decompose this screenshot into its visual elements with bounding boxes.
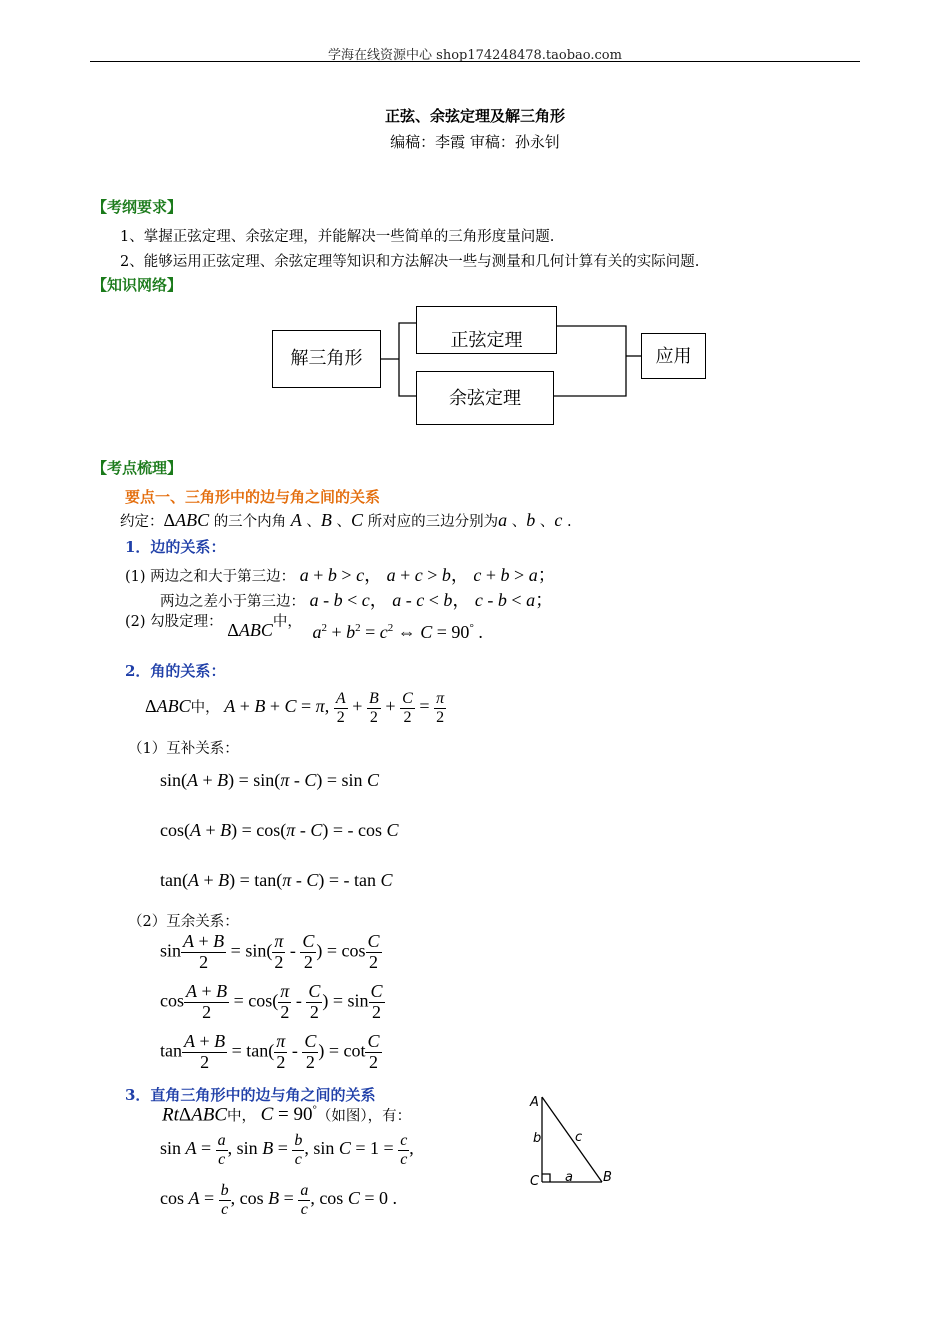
formula-right-sin: sin A = $\frac{a}{c}$ , sin B = $\frac{b}{c}$ , sin C = 1 = $\frac{c}{c}$ , (160, 1132, 414, 1168)
sub-angle-relation: 2．角的关系： (125, 662, 226, 680)
side-a-label: a (565, 1170, 573, 1185)
side-sum-line: (1) 两边之和大于第三边： a + b > c， a + c > b， c + b > a； (125, 565, 556, 585)
right-triangle-line: RtΔABC中， C = 90°（如图），有： (162, 1104, 412, 1126)
formula-tan-sum: tan(A + B) = tan(π - C) = - tan C (160, 870, 393, 890)
convention-line: 约定：ΔABC 的三个内角 A 、B 、C 所对应的三边分别为a 、b 、c . (120, 510, 572, 530)
requirement-2: 2、能够运用正弦定理、余弦定理等知识和方法解决一些与测量和几何计算有关的实际问题. (120, 254, 700, 270)
page-header: 学海在线资源中心 shop174248478.taobao.com (328, 48, 622, 63)
angle-sum-line: ΔABC中， A + B + C = π, $\frac{A}{2}$ + $\frac{B}{2}$ + $\frac{C}{2}$ = $\frac{\pi}{2}$ (145, 690, 445, 726)
box-solve-triangle: 解三角形 (272, 330, 381, 388)
side-c-label: c (575, 1130, 583, 1145)
sub-right-triangle: 3．直角三角形中的边与角之间的关系 (125, 1086, 376, 1104)
complementary-label: （1）互补关系： (128, 741, 239, 757)
formula-tan-half: tan $\frac{A + B}{2}$ = tan( $\frac{\pi}{2}$ - $\frac{C}{2}$ ) = cot $\frac{C}{2}$ (160, 1031, 380, 1072)
formula-cos-sum: cos(A + B) = cos(π - C) = - cos C (160, 820, 399, 840)
box-application: 应用 (641, 333, 706, 379)
point-1-heading: 要点一、三角形中的边与角之间的关系 (125, 488, 381, 506)
requirement-1: 1、掌握正弦定理、余弦定理，并能解决一些简单的三角形度量问题. (120, 229, 555, 245)
vertex-B-label: B (603, 1170, 612, 1185)
vertex-C-label: C (530, 1174, 540, 1189)
pythagorean-line: (2) 勾股定理： ΔABC中， $a^2 + b^2 = c^2$ ⇔ C = 90° . (125, 614, 483, 642)
heading-key-points: 【考点梳理】 (92, 459, 183, 477)
doc-title: 正弦、余弦定理及解三角形 (384, 107, 565, 125)
box-sine-law: 正弦定理 (416, 306, 557, 354)
network-connectors (0, 0, 950, 450)
vertex-A-label: A (530, 1095, 539, 1110)
cofunction-label: （2）互余关系： (128, 914, 239, 930)
box-cosine-law: 余弦定理 (416, 371, 554, 425)
heading-exam-requirements: 【考纲要求】 (92, 198, 183, 216)
formula-sin-half: sin $\frac{A + B}{2}$ = sin( $\frac{\pi}{2}$ - $\frac{C}{2}$ ) = cos $\frac{C}{2}$ (160, 931, 380, 972)
right-angle-mark (542, 1174, 550, 1182)
doc-authors: 编稿：李霞 审稿：孙永钊 (390, 133, 560, 151)
formula-right-cos: cos A = $\frac{b}{c}$ , cos B = $\frac{a}{c}$ , cos C = 0 . (160, 1182, 397, 1218)
sub-side-relation: 1．边的关系： (125, 538, 226, 556)
side-diff-line: 两边之差小于第三边： a - b < c， a - c < b， c - b < a； (160, 590, 554, 610)
formula-cos-half: cos $\frac{A + B}{2}$ = cos( $\frac{\pi}{2}$ - $\frac{C}{2}$ ) = sin $\frac{C}{2}$ (160, 981, 383, 1022)
heading-knowledge-network: 【知识网络】 (92, 276, 183, 294)
formula-sin-sum: sin(A + B) = sin(π - C) = sin C (160, 770, 380, 790)
right-triangle-figure (520, 1085, 620, 1195)
side-b-label: b (533, 1131, 542, 1146)
